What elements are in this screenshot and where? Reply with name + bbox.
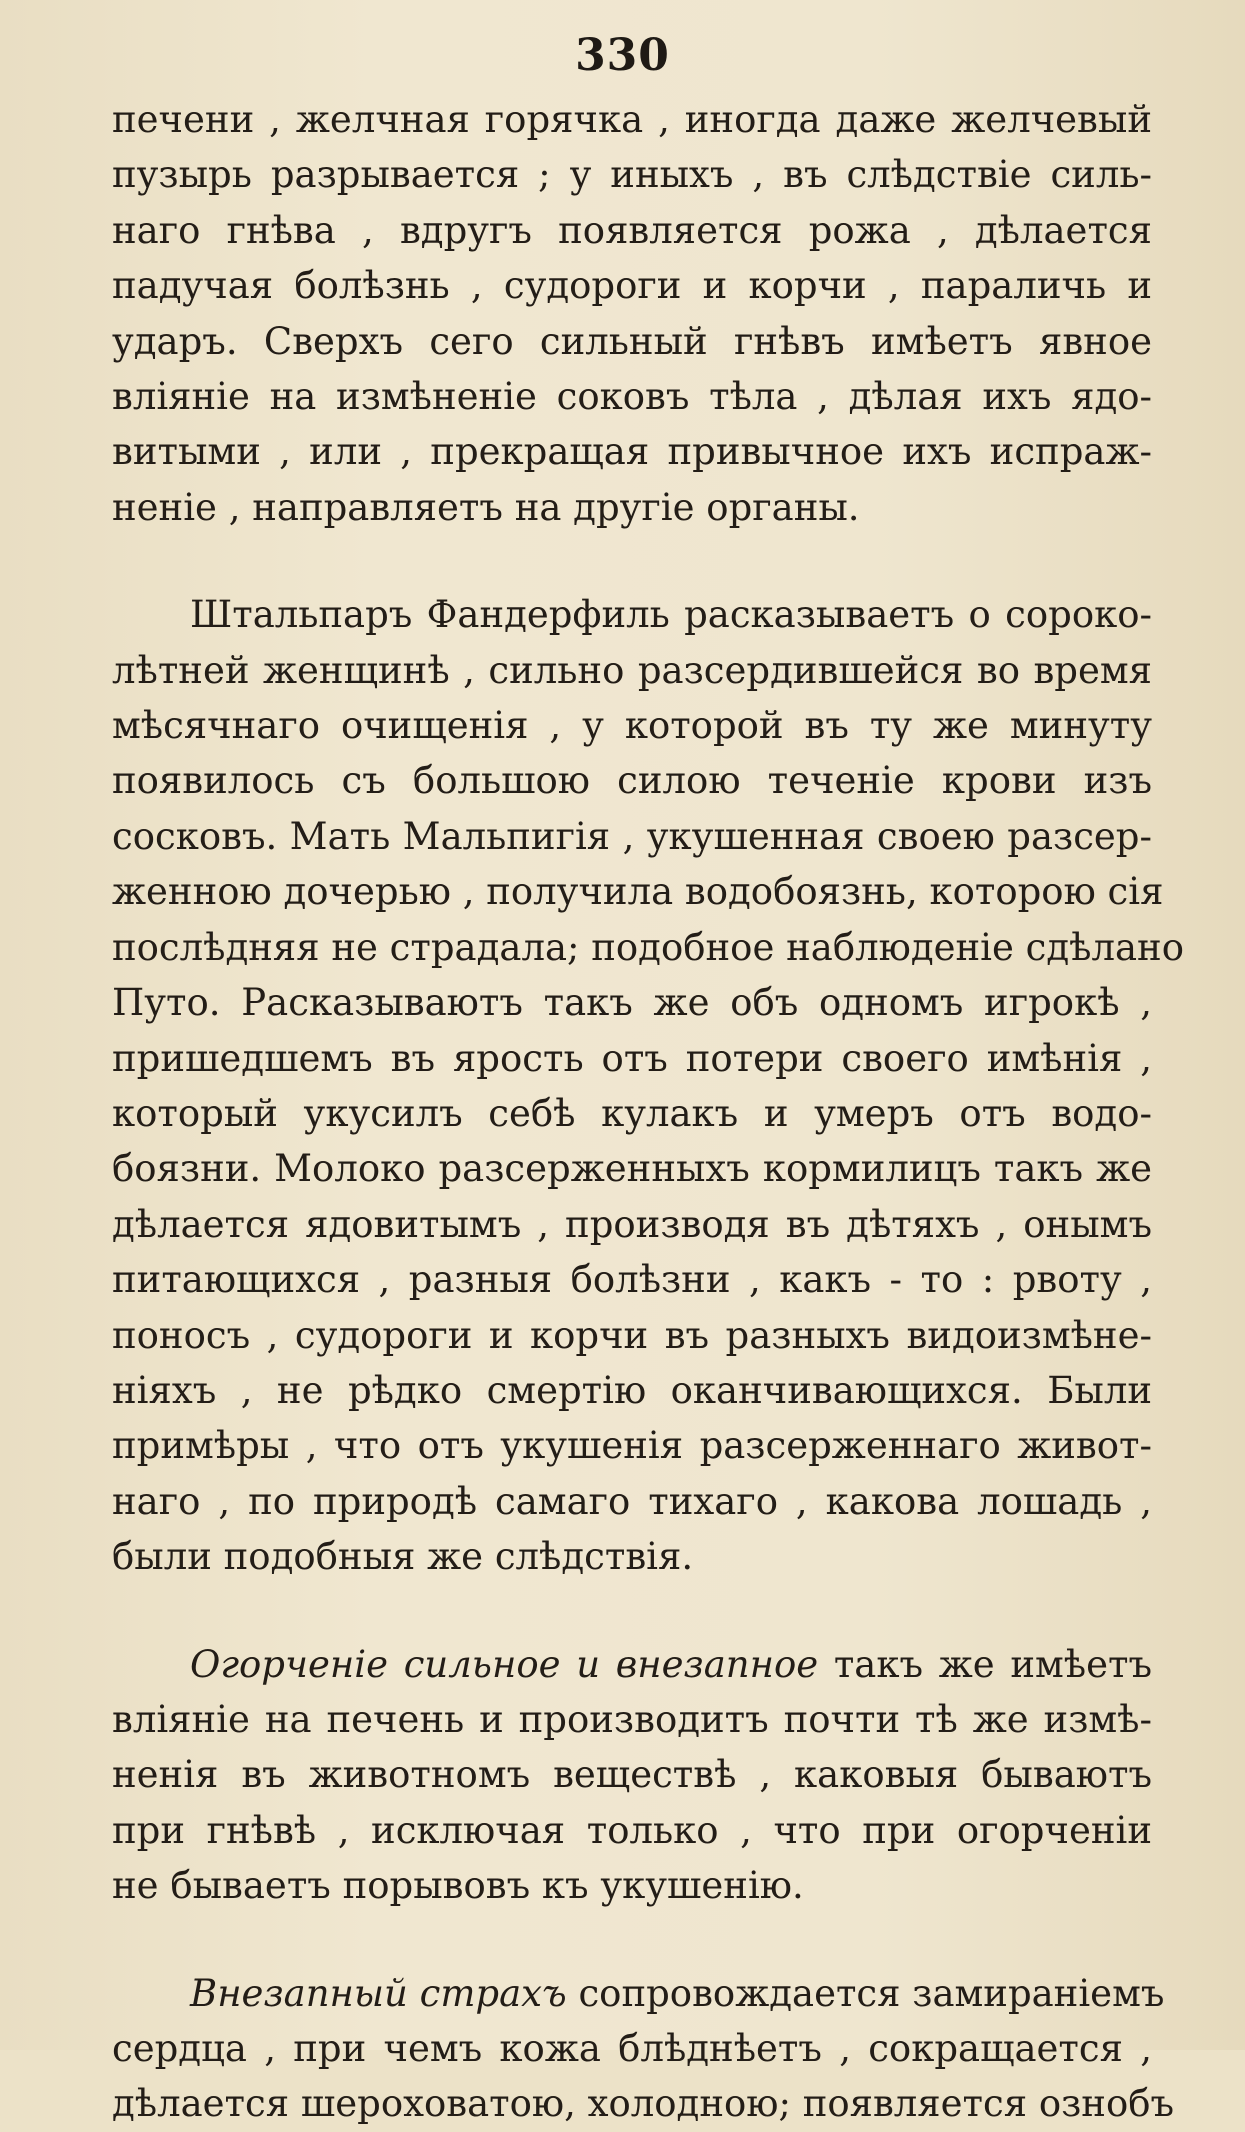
text-line: Штальпаръ Фандерфиль расказываетъ о сороко-: [190, 593, 1152, 637]
text-line: дѣлается ядовитымъ , производя въ дѣтяхъ , онымъ: [112, 1202, 1152, 1246]
paragraph-1: [112, 92, 1152, 535]
text-line: при гнѣвѣ , исключая только , что при огорченіи: [112, 1808, 1152, 1852]
text-line: не бываетъ порывовъ къ укушенію.: [112, 1864, 804, 1908]
text-line: витыми , или , прекращая привычное ихъ испраж-: [112, 430, 1152, 474]
text-line: сосковъ. Мать Мальпигія , укушенная своею разсер-: [112, 814, 1152, 858]
text-line: были подобныя же слѣдствія.: [112, 1535, 694, 1579]
text-line: лѣтней женщинѣ , сильно разсердившейся во время: [112, 648, 1152, 692]
paragraph-4: [112, 1966, 1175, 2132]
page-number: 330: [575, 30, 670, 81]
text-line: пришедшемъ въ ярость отъ потери своего имѣнія ,: [112, 1036, 1152, 1080]
text-line: мѣсячнаго очищенія , у которой въ ту же минуту: [112, 704, 1152, 748]
text-span: сопровождается замираніемъ: [566, 1971, 1165, 2015]
text-line: боязни. Молоко разсерженныхъ кормилицъ такъ же: [112, 1147, 1152, 1191]
text-line: примѣры , что отъ укушенія разсерженнаго живот-: [112, 1424, 1152, 1468]
text-line: дѣлается шероховатою, холодною; появляется ознобъ: [112, 2082, 1175, 2126]
text-line: неніе , направляетъ на другіе органы.: [112, 485, 860, 529]
text-line: ударъ. Сверхъ сего сильный гнѣвъ имѣетъ явное: [112, 319, 1152, 363]
italic-lead: Огорченіе сильное и внезапное: [190, 1642, 819, 1686]
page-body: [112, 92, 1184, 2132]
text-line: появилось съ большою силою теченіе крови изъ: [112, 759, 1152, 803]
paragraph-2: [112, 587, 1184, 1584]
text-line: ніяхъ , не рѣдко смертію оканчивающихся. Были: [112, 1368, 1152, 1412]
text-line: женною дочерью , получила водобоязнь, которою сія: [112, 870, 1164, 914]
text-line: послѣдняя не страдала; подобное наблюденіе сдѣлано: [112, 925, 1184, 969]
text-line: вліяніе на печень и производитъ почти тѣ же измѣ-: [112, 1697, 1152, 1741]
text-line: ненія въ животномъ веществѣ , каковыя бываютъ: [112, 1753, 1152, 1797]
text-line: наго , по природѣ самаго тихаго , какова лошадь ,: [112, 1479, 1152, 1523]
text-line: поносъ , судороги и корчи въ разныхъ видоизмѣне-: [112, 1313, 1152, 1357]
text-line: Путо. Расказываютъ такъ же объ одномъ игрокѣ ,: [112, 981, 1152, 1025]
text-line: падучая болѣзнь , судороги и корчи , параличь и: [112, 264, 1152, 308]
text-line: питающихся , разныя болѣзни , какъ - то : рвоту ,: [112, 1258, 1152, 1302]
text-line: вліяніе на измѣненіе соковъ тѣла , дѣлая ихъ ядо-: [112, 375, 1152, 419]
text-line: сердца , при чемъ кожа блѣднѣетъ , сокращается ,: [112, 2027, 1152, 2070]
text-line: который укусилъ себѣ кулакъ и умеръ отъ водо-: [112, 1091, 1152, 1135]
paragraph-3: [112, 1637, 1152, 1914]
text-line: [112, 1637, 1152, 1692]
text-line: пузырь разрывается ; у иныхъ , въ слѣдствіе силь-: [112, 153, 1152, 197]
text-span: такъ же имѣетъ: [818, 1642, 1152, 1686]
text-line: печени , желчная горячка , иногда даже желчевый: [112, 98, 1152, 141]
text-line: наго гнѣва , вдругъ появляется рожа , дѣлается: [112, 208, 1152, 252]
text-line: [112, 1966, 1165, 2021]
italic-lead: Внезапный страхъ: [190, 1971, 567, 2015]
